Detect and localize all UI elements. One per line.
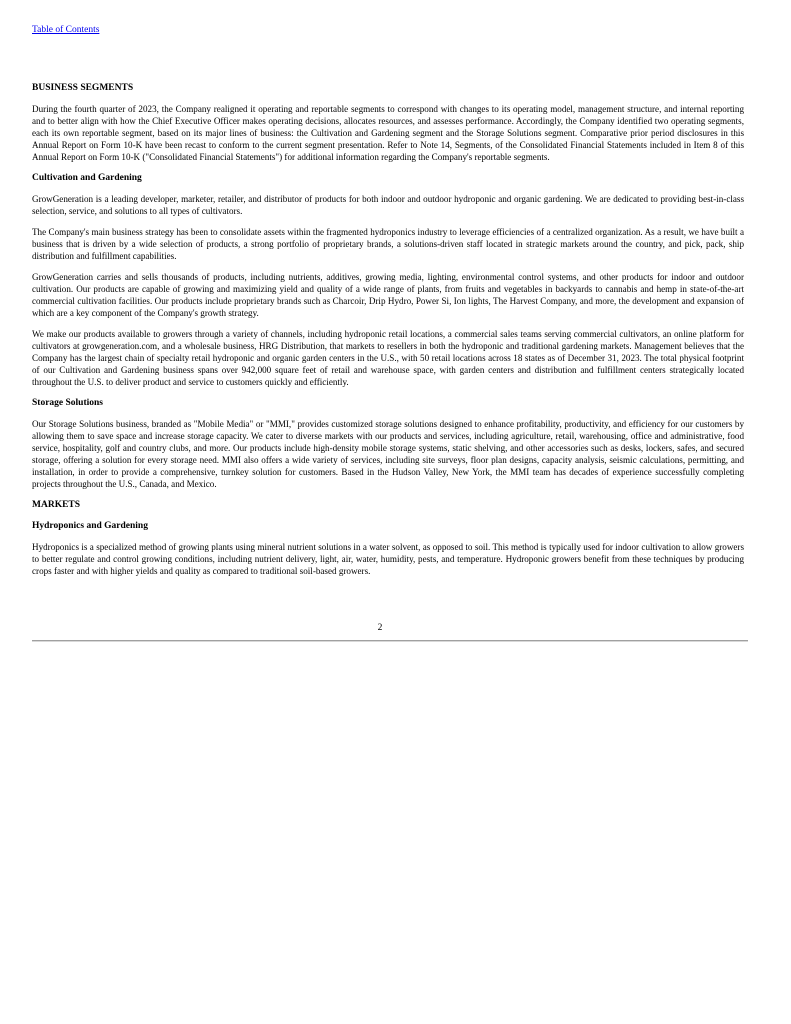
hydroponics-gardening-heading: Hydroponics and Gardening (32, 521, 148, 531)
business-segments-heading: BUSINESS SEGMENTS (32, 83, 134, 93)
footer-divider (32, 640, 748, 641)
cultivation-paragraph-3: GrowGeneration carries and sells thousands of products, including nutrients, additives, growing media, lighting, environmental control systems, and other products for indoor and outdoor cultivation. Our products are capable of growing and maximizing yield and quality of a wide range of plants, from fruits and vegetables in backyards to cannabis and hemp in state-of-the-art commercial cultivation facilities. Our products include proprietary brands such as Charcoir, Drip Hydro, Power Si, Ion lights, The Harvest Company, and more, the development and expansion of which are a key component of the Company's growth strategy. (32, 272, 744, 318)
page-number: 2 (377, 623, 383, 633)
table-of-contents-link[interactable]: Table of Contents (32, 25, 100, 35)
storage-paragraph-1: Our Storage Solutions business, branded as "Mobile Media" or "MMI," provides customized storage solutions designed to enhance profitability, productivity, and efficiency for our customers by allowing them to save space and increase storage capacity. We cater to diverse markets with our products and services, including agriculture, retail, warehousing, office and administrative, food service, hospitality, golf and country clubs, and more. Our products include high-density mobile storage systems, static shelving, and other accessories such as desks, lockers, safes, and secured storage, offering a solution for every storage need. MMI also offers a wide variety of services, including site surveys, floor plan designs, capacity analysis, seismic calculations, permitting, and installation, in order to provide a comprehensive, turnkey solution for customers. Based in the Hudson Valley, New York, the MMI team has decades of experience successfully completing projects throughout the U.S., Canada, and Mexico. (32, 419, 744, 489)
storage-solutions-heading: Storage Solutions (32, 398, 103, 408)
markets-heading: MARKETS (32, 500, 81, 510)
cultivation-paragraph-1: GrowGeneration is a leading developer, marketer, retailer, and distributor of products for both indoor and outdoor hydroponic and organic gardening. We are dedicated to providing best-in-class selection, service, and solutions to all types of cultivators. (32, 194, 744, 216)
cultivation-gardening-heading: Cultivation and Gardening (32, 173, 142, 183)
business-segments-intro: During the fourth quarter of 2023, the Company realigned it operating and reportable segments to correspond with changes to its operating model, management structure, and internal reporting and to better align with how the Chief Executive Officer makes operating decisions, allocates resources, and assesses performance. Accordingly, the Company identified two operating segments, each its own reportable segment, based on its major lines of business: the Cultivation and Gardening segment and the Storage Solutions segment. Comparative prior period disclosures in this Annual Report on Form 10-K have been recast to conform to the current segment presentation. Refer to Note 14, Segments, of the Consolidated Financial Statements included in Item 8 of this Annual Report on Form 10-K ("Consolidated Financial Statements") for additional information regarding the Company's reportable segments. (32, 104, 744, 162)
page-content (32, 82, 744, 586)
cultivation-paragraph-4: We make our products available to growers through a variety of channels, including hydroponic retail locations, a commercial sales teams serving commercial cultivators, an online platform for cultivators at growgeneration.com, and a wholesale business, HRG Distribution, that markets to resellers in both the hydroponic and traditional gardening markets. Management believes that the Company has the largest chain of specialty retail hydroponic and organic garden centers in the U.S., with 50 retail locations across 18 states as of December 31, 2023. The total physical footprint of our Cultivation and Gardening business spans over 942,000 square feet of retail and warehouse space, with garden centers and distribution and fulfillment centers strategically located throughout the U.S. to deliver product and service to customers quickly and efficiently. (32, 329, 744, 387)
cultivation-paragraph-2: The Company's main business strategy has been to consolidate assets within the fragmented hydroponics industry to leverage efficiencies of a centralized organization. As a result, we have built a business that is driven by a wide selection of products, a strong portfolio of proprietary brands, a solutions-driven staff located in strategic markets around the country, and pick, pack, ship distribution and fulfillment capabilities. (32, 227, 744, 261)
hydroponics-paragraph-1: Hydroponics is a specialized method of growing plants using mineral nutrient solutions in a water solvent, as opposed to soil. This method is typically used for indoor cultivation to allow growers to better regulate and control growing conditions, including nutrient delivery, light, air, water, humidity, pests, and temperature. Hydroponic growers benefit from these techniques by producing crops faster and with higher yields and quality as compared to traditional soil-based growers. (32, 542, 744, 576)
